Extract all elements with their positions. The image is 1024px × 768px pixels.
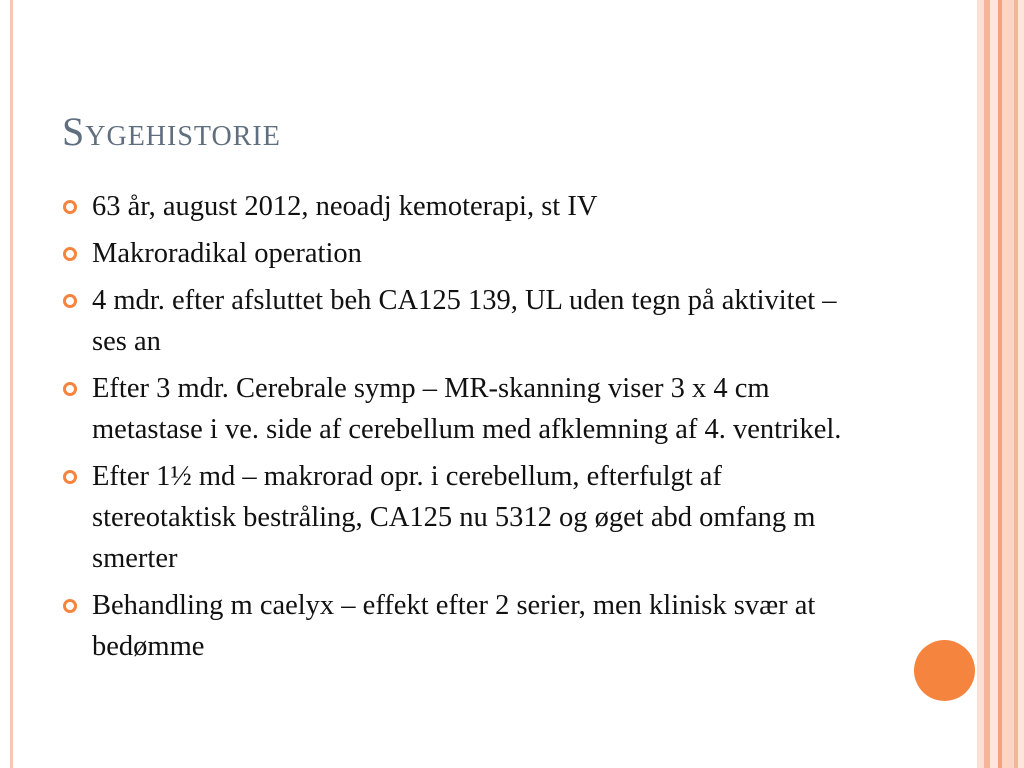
circle-outline-bullet-icon	[63, 294, 77, 308]
bullet-item	[62, 456, 862, 579]
bullet-item	[62, 368, 862, 450]
circle-outline-bullet-icon	[63, 382, 77, 396]
circle-outline-bullet-icon	[63, 247, 77, 261]
bullet-text: Efter 3 mdr. Cerebrale symp – MR-skanning viser 3 x 4 cm metastase i ve. side af cerebellum med afklemning af 4. ventrikel.	[92, 373, 842, 445]
left-decorative-line	[10, 0, 13, 768]
bullet-text: 4 mdr. efter afsluttet beh CA125 139, UL uden tegn på aktivitet – ses an	[92, 285, 837, 357]
right-decorative-stripe	[977, 0, 984, 768]
circle-outline-bullet-icon	[63, 599, 77, 613]
decorative-circle	[914, 640, 975, 701]
bullet-list	[62, 186, 862, 673]
circle-outline-bullet-icon	[63, 470, 77, 484]
right-decorative-stripe	[1018, 0, 1024, 768]
circle-outline-bullet-icon	[63, 200, 77, 214]
bullet-item	[62, 585, 862, 667]
bullet-item	[62, 186, 862, 227]
right-decorative-stripe	[1002, 0, 1014, 768]
bullet-text: Makroradikal operation	[92, 238, 362, 269]
slide-title: Sygehistorie	[62, 109, 281, 154]
bullet-text: Behandling m caelyx – effekt efter 2 serier, men klinisk svær at bedømme	[92, 590, 816, 662]
bullet-text: 63 år, august 2012, neoadj kemoterapi, st IV	[92, 191, 598, 222]
bullet-text: Efter 1½ md – makrorad opr. i cerebellum, efterfulgt af stereotaktisk bestråling, CA125 nu 5312 og øget abd omfang m smerter	[92, 461, 816, 574]
bullet-item	[62, 280, 862, 362]
right-decorative-stripe	[990, 0, 998, 768]
bullet-item	[62, 233, 862, 274]
